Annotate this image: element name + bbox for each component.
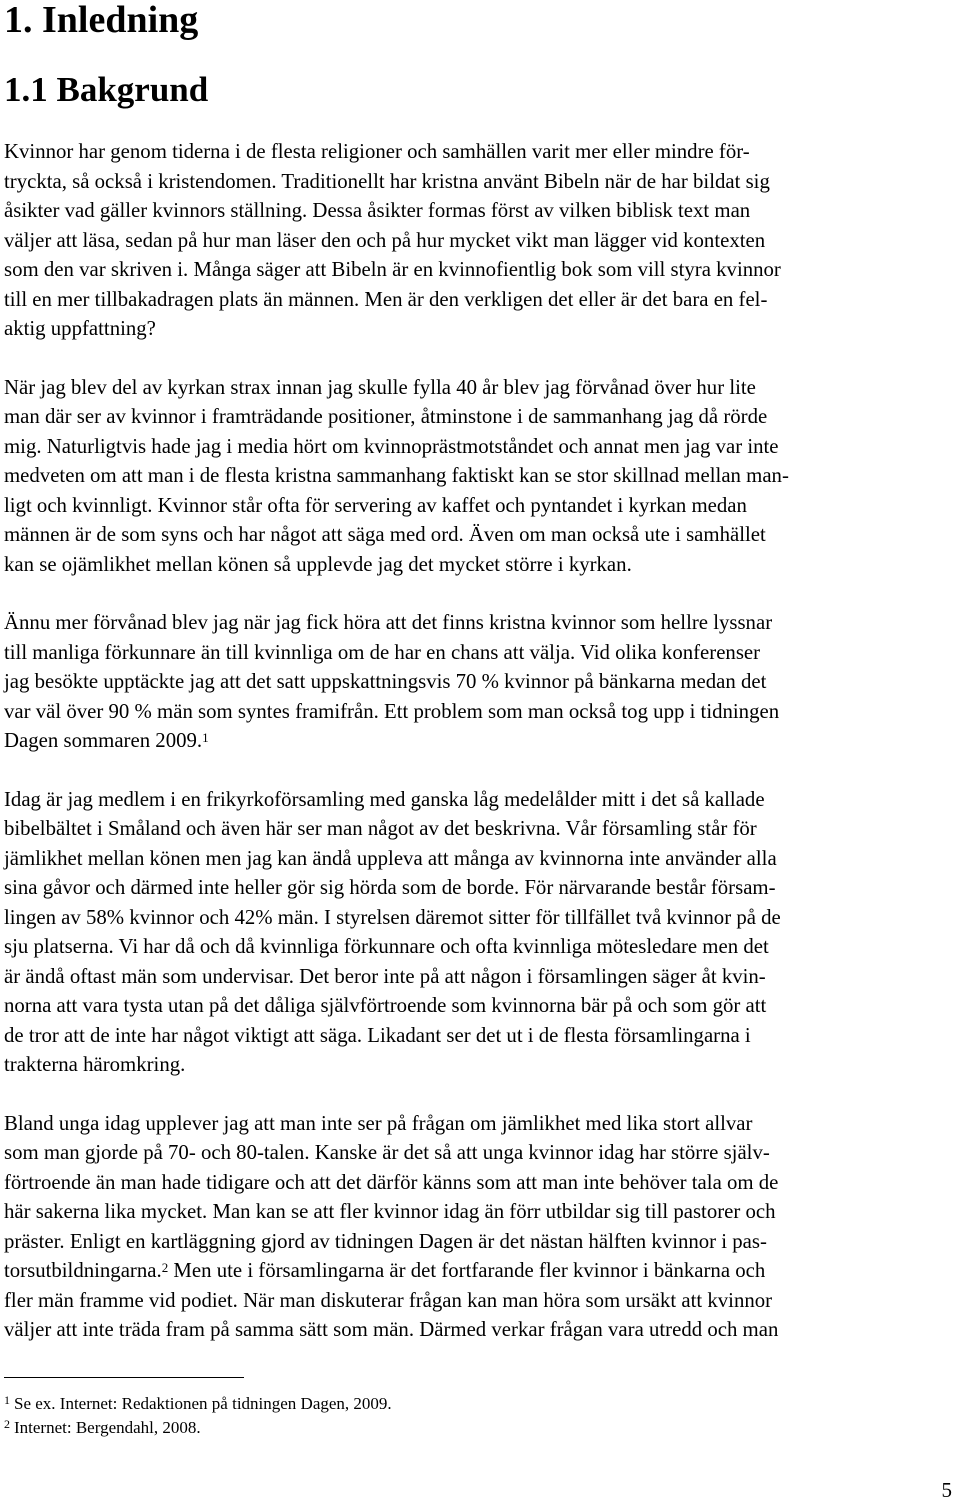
chapter-title: 1. Inledning — [4, 0, 199, 41]
footnote-text: Internet: Bergendahl, 2008. — [14, 1418, 201, 1437]
footnote-separator — [4, 1377, 244, 1378]
page-number: 5 — [941, 1478, 952, 1502]
text-line: man där ser av kvinnor i framträdande positioner, åtminstone i de sammanhang jag då rörde — [4, 405, 768, 428]
footnote-reference: 2 — [161, 1260, 169, 1275]
text-line: är ändå oftast män som undervisar. Det beror inte på att någon i församlingen säger åt kvin- — [4, 964, 766, 988]
text-line: jämlikhet mellan könen men jag kan ändå uppleva att många av kvinnorna inte använder alla — [4, 846, 777, 870]
text-line: kan se ojämlikhet mellan könen så upplevde jag det mycket större i kyrkan. — [4, 552, 632, 576]
text-line: tryckta, så också i kristendomen. Traditionellt har kristna använt Bibeln när de har bildat sig — [4, 169, 770, 193]
text-line: trakterna häromkring. — [4, 1053, 186, 1076]
text-line: aktig uppfattning? — [4, 317, 156, 340]
footnotes — [4, 1392, 392, 1440]
text-line: Ännu mer förvånad blev jag när jag fick höra att det finns kristna kvinnor som hellre lyssnar — [4, 611, 773, 634]
text-line: sju platserna. Vi har då och då kvinnliga förkunnare och ofta kvinnliga mötesledare men det — [4, 935, 769, 958]
text-line: Bland unga idag upplever jag att man inte ser på frågan om jämlikhet med lika stort allvar — [4, 1111, 753, 1135]
text-line: som den var skriven i. Många säger att Bibeln är en kvinnofientlig bok som vill styra kvinnor — [4, 258, 781, 281]
text-line: Idag är jag medlem i en frikyrkoförsamling med ganska låg medelålder mitt i det så kallade — [4, 787, 765, 811]
text-line-with-footnote — [4, 1256, 952, 1286]
text-line-with-footnote — [4, 726, 952, 756]
text-line: När jag blev del av kyrkan strax innan jag skulle fylla 40 år blev jag förvånad över hur lite — [4, 375, 756, 399]
paragraph — [4, 1109, 952, 1345]
text-fragment: Dagen sommaren 2009. — [4, 729, 203, 752]
footnote — [4, 1392, 392, 1416]
text-line: medveten om att man i de flesta kristna sammanhang faktiskt kan se stor skillnad mellan man- — [4, 464, 789, 487]
text-fragment: Men ute i församlingarna är det fortfarande fler kvinnor i bänkarna och — [168, 1259, 766, 1282]
text-line: de tror att de inte har något viktigt att säga. Likadant ser det ut i de flesta församlingarna i — [4, 1023, 751, 1047]
text-fragment: torsutbildningarna. — [4, 1259, 162, 1282]
text-line: männen är de som syns och har något att säga med ord. Även om man också ute i samhället — [4, 523, 766, 546]
text-line: fler män framme vid podiet. När man diskuterar frågan kan man höra som ursäkt att kvinnor — [4, 1288, 773, 1312]
text-line: ligt och kvinnligt. Kvinnor står ofta för servering av kaffet och pyntandet i kyrkan medan — [4, 493, 747, 517]
text-line: sina gåvor och därmed inte heller gör sig hörda som de borde. För närvarande består försam- — [4, 876, 776, 899]
text-line: präster. Enligt en kartläggning gjord av tidningen Dagen är det nästan hälften kvinnor i pas- — [4, 1229, 767, 1253]
text-line: väljer att inte träda fram på samma sätt som män. Därmed verkar frågan vara utredd och man — [4, 1318, 779, 1341]
footnote-number: 1 — [4, 1393, 10, 1407]
text-line: Kvinnor har genom tiderna i de flesta religioner och samhällen varit mer eller mindre för- — [4, 140, 750, 163]
text-line: var väl över 90 % män som syntes framifrån. Ett problem som man också tog upp i tidningen — [4, 699, 780, 723]
text-line: här sakerna lika mycket. Man kan se att fler kvinnor idag än förr utbildar sig till pastorer och — [4, 1200, 776, 1223]
text-line: till manliga förkunnare än till kvinnliga om de har en chans att välja. Vid olika konferenser — [4, 640, 761, 664]
footnote-text: Se ex. Internet: Redaktionen på tidningen Dagen, 2009. — [14, 1394, 392, 1413]
text-line: lingen av 58% kvinnor och 42% män. I styrelsen däremot sitter för tillfället två kvinnor på de — [4, 905, 781, 929]
footnote — [4, 1416, 392, 1440]
text-line: väljer att läsa, sedan på hur man läser den och på hur mycket vikt man lägger vid kontexten — [4, 228, 766, 252]
text-line: jag besökte upptäckte jag att det satt uppskattningsvis 70 % kvinnor på bänkarna medan det — [4, 670, 767, 693]
document-page — [4, 0, 952, 1345]
text-line: förtroende än man hade tidigare och att det därför känns som att man inte behöver tala om de — [4, 1170, 779, 1194]
text-line: åsikter vad gäller kvinnors ställning. Dessa åsikter formas först av vilken biblisk text man — [4, 199, 751, 222]
paragraph — [4, 785, 952, 1080]
paragraph — [4, 373, 952, 580]
paragraph — [4, 608, 952, 756]
section-title: 1.1 Bakgrund — [4, 70, 209, 109]
text-line: som man gjorde på 70- och 80-talen. Kanske är det så att unga kvinnor idag har större själv- — [4, 1141, 770, 1164]
footnote-reference: 1 — [202, 730, 209, 745]
text-line: norna att vara tysta utan på det dåliga självförtroende som kvinnorna bär på och som gör att — [4, 994, 767, 1017]
footnote-number: 2 — [4, 1417, 10, 1431]
paragraph — [4, 137, 952, 344]
text-line: bibelbältet i Småland och även här ser man något av det beskrivna. Vår församling står för — [4, 817, 757, 840]
text-line: mig. Naturligtvis hade jag i media hört om kvinnoprästmotståndet och annat men jag var inte — [4, 434, 779, 458]
text-line: till en mer tillbakadragen plats än männen. Men är den verkligen det eller är det bara en fel- — [4, 287, 768, 311]
